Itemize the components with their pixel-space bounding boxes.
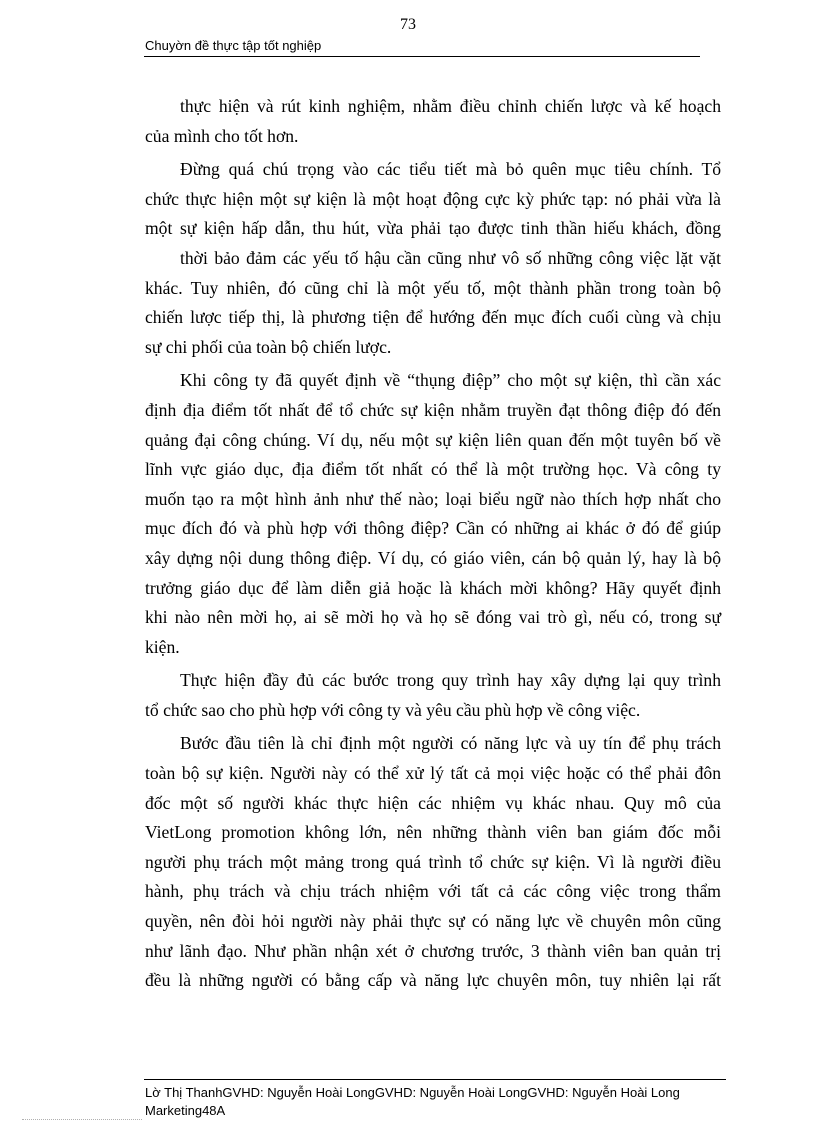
text-line: khác. Tuy nhiên, đó cũng chỉ là một yếu tố, một thành phần trong toàn bộ xyxy=(145,277,721,298)
footer-rule xyxy=(144,1079,726,1080)
text-line: định địa điểm tốt nhất để tổ chức sự kiện nhằm truyền đạt thông điệp đó đến xyxy=(145,399,721,420)
text-line: tổ chức sao cho phù hợp với công ty và yêu cầu phù hợp về công việc. xyxy=(145,699,641,720)
text-line: quyền, nên đòi hỏi người này phải thực sự có năng lực về chuyên môn cũng xyxy=(145,911,721,932)
text-line: trưởng giáo dục để làm diễn giả hoặc là khách mời không? Hãy quyết định xyxy=(145,577,721,598)
footer-author-advisor: Lờ Thị ThanhGVHD: Nguyễn Hoài LongGVHD: Nguyễn Hoài LongGVHD: Nguyễn Hoài Long xyxy=(145,1085,680,1100)
text-line: mục đích đó và phù hợp với thông điệp? Cần có những ai khác ở đó để giúp xyxy=(145,518,721,539)
text-line: kiện. xyxy=(145,636,180,657)
text-line: Bước đầu tiên là chỉ định một người có năng lực và uy tín để phụ trách xyxy=(180,733,721,754)
text-line: người phụ trách một mảng trong quá trình tổ chức sự kiện. Vì là người điều xyxy=(145,851,721,872)
text-line: thời bảo đảm các yếu tố hậu cần cũng như vô số những công việc lặt vặt xyxy=(180,247,721,268)
text-line: muốn tạo ra một hình ảnh như thế nào; loại biểu ngữ nào thích hợp nhất cho xyxy=(145,488,721,509)
text-line: như lãnh đạo. Như phần nhận xét ở chương trước, 3 thành viên ban quản trị xyxy=(145,940,721,961)
text-line: xây dựng nội dung thông điệp. Ví dụ, có giáo viên, cán bộ quản lý, hay là bộ xyxy=(145,547,721,568)
text-line: thực hiện và rút kinh nghiệm, nhằm điều chỉnh chiến lược và kế hoạch xyxy=(180,96,721,116)
text-line: khi nào nên mời họ, ai sẽ mời họ và họ sẽ đóng vai trò gì, nếu có, trong sự xyxy=(145,607,721,628)
text-line: sự chi phối của toàn bộ chiến lược. xyxy=(145,336,392,357)
page-number: 73 xyxy=(400,16,416,33)
text-line: quảng đại công chúng. Ví dụ, nếu một sự kiện liên quan đến một tuyên bố về xyxy=(145,429,721,450)
text-line: chức thực hiện một sự kiện là một hoạt động cực kỳ phức tạp: nó phải vừa là xyxy=(145,188,721,209)
header-rule xyxy=(144,56,700,57)
footer xyxy=(145,1084,805,1120)
text-line: hành, phụ trách và chịu trách nhiệm với tất cả các công việc trong thẩm xyxy=(145,881,721,902)
text-line: lĩnh vực giáo dục, địa điểm tốt nhất có thể là một trường học. Và công ty xyxy=(145,459,721,480)
header-title: Chuyờn đề thực tập tốt nghiệp xyxy=(145,38,322,53)
corner-mark xyxy=(22,1119,142,1120)
text-line: Đừng quá chú trọng vào các tiểu tiết mà bỏ quên mục tiêu chính. Tổ xyxy=(180,159,721,180)
text-line: của mình cho tốt hơn. xyxy=(145,125,299,146)
text-line: chiến lược tiếp thị, là phương tiện để hướng đến mục đích cuối cùng và chịu xyxy=(145,307,721,328)
text-line: VietLong promotion không lớn, nên những thành viên ban giám đốc mỗi xyxy=(145,822,721,843)
text-line: Khi công ty đã quyết định về “thụng điệp” cho một sự kiện, thì cần xác xyxy=(180,370,721,391)
text-line: đốc một số người khác thực hiện các nhiệm vụ khác nhau. Quy mô của xyxy=(145,792,721,813)
text-line: một sự kiện hấp dẫn, thu hút, vừa phải tạo được tinh thần hiếu khách, đồng xyxy=(145,218,721,239)
footer-class: Marketing48A xyxy=(145,1103,226,1118)
text-line: Thực hiện đầy đủ các bước trong quy trình hay xây dựng lại quy trình xyxy=(180,670,721,691)
body-text xyxy=(145,92,721,996)
text-line: toàn bộ sự kiện. Người này có thể xử lý tất cả mọi việc hoặc có thể phải đôn xyxy=(145,763,721,784)
text-line: đều là những người có bằng cấp và năng lực chuyên môn, tuy nhiên lại rất xyxy=(145,970,721,991)
